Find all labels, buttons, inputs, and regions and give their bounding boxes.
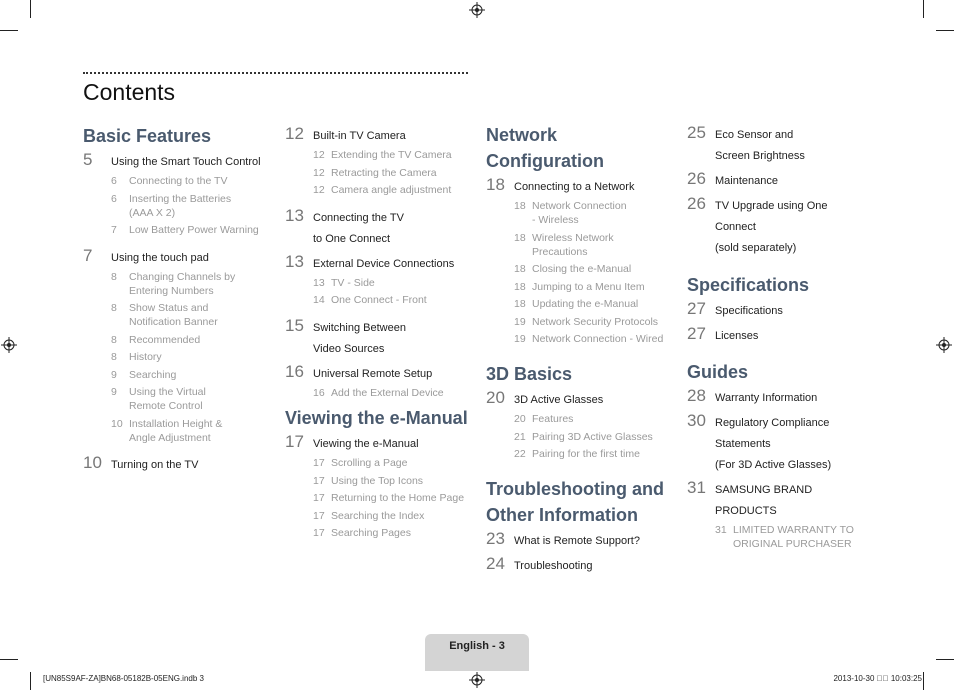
toc-subentry[interactable] <box>514 430 653 444</box>
subentry-label-line: History <box>129 351 162 363</box>
subentry-label <box>532 280 645 294</box>
toc-subentry[interactable] <box>514 412 573 426</box>
section-title: Specifications <box>687 275 810 295</box>
entry-page-number: 25 <box>687 123 706 142</box>
entry-label <box>715 196 828 259</box>
toc-subentry[interactable] <box>514 262 631 276</box>
entry-label-line: to One Connect <box>313 232 391 245</box>
toc-subentry[interactable] <box>111 174 227 188</box>
subentry-label <box>331 293 427 307</box>
subentry-label-line: One Connect - Front <box>331 294 427 306</box>
section-title: Basic Features <box>83 126 212 146</box>
subentry-page-number: 17 <box>313 457 325 469</box>
subentry-page-number: 9 <box>111 386 117 398</box>
toc-subentry[interactable] <box>111 223 259 237</box>
toc-subentry[interactable] <box>313 148 452 162</box>
entry-label <box>313 434 419 455</box>
subentry-label <box>331 183 451 197</box>
section-title: Other Information <box>486 505 638 525</box>
entry-label-line: What is Remote Support? <box>514 535 640 547</box>
crop-mark <box>936 659 954 660</box>
subentry-label-line: Searching <box>129 368 177 381</box>
subentry-page-number: 19 <box>514 333 526 345</box>
toc-entry[interactable] <box>486 387 603 411</box>
subentry-label <box>129 350 162 364</box>
subentry-label <box>331 386 444 400</box>
subentry-page-number: 8 <box>111 270 117 283</box>
entry-label-line: Viewing the e-Manual <box>313 438 419 450</box>
toc-subentry[interactable] <box>514 297 638 311</box>
entry-label <box>715 480 812 522</box>
subentry-page-number: 8 <box>111 333 117 346</box>
toc-subentry[interactable] <box>514 231 614 259</box>
entry-page-number: 13 <box>285 205 304 225</box>
registration-mark-icon <box>469 2 485 18</box>
crop-mark <box>0 30 18 31</box>
subentry-page-number: 14 <box>313 294 325 306</box>
toc-subentry[interactable] <box>313 293 427 307</box>
file-name-imprint: [UN85S9AF-ZA]BN68-05182B-05ENG.indb 3 <box>43 674 204 683</box>
subentry-label <box>129 333 200 347</box>
toc-entry[interactable] <box>83 452 198 476</box>
entry-label-line: Turning on the TV <box>111 459 199 471</box>
entry-page-number: 31 <box>687 478 706 497</box>
subentry-page-number: 18 <box>514 280 526 293</box>
entry-label <box>514 531 640 552</box>
crop-mark <box>30 672 31 690</box>
toc-entry[interactable] <box>285 123 406 147</box>
subentry-label-line: Jumping to a Menu Item <box>532 280 645 293</box>
toc-subentry[interactable] <box>313 166 437 180</box>
subentry-label-line: Connecting to the TV <box>129 175 228 187</box>
subentry-label <box>331 276 375 290</box>
section-title: Guides <box>687 362 749 382</box>
entry-page-number: 10 <box>83 453 102 472</box>
subentry-page-number: 17 <box>313 527 325 539</box>
entry-label <box>313 254 454 275</box>
toc-subentry[interactable] <box>111 192 231 220</box>
subentry-page-number: 7 <box>111 224 117 236</box>
entry-label-line: Statements <box>715 438 771 450</box>
title-dotted-rule <box>83 72 468 74</box>
subentry-label <box>129 385 206 413</box>
subentry-label <box>532 332 663 346</box>
subentry-label <box>129 417 222 445</box>
entry-label <box>313 364 432 385</box>
subentry-label-line: Updating the e-Manual <box>532 298 639 310</box>
entry-label-line: Screen Brightness <box>715 150 805 162</box>
toc-subentry[interactable] <box>111 301 218 329</box>
toc-entry[interactable] <box>285 205 404 250</box>
toc-subentry[interactable] <box>514 280 645 294</box>
subentry-page-number: 19 <box>514 315 526 328</box>
subentry-label-line: Add the External Device <box>331 386 444 399</box>
subentry-label-line: Entering Numbers <box>129 284 214 297</box>
subentry-label-line: Wireless Network <box>532 231 614 244</box>
entry-page-number: 26 <box>687 194 706 213</box>
registration-mark-icon <box>1 337 17 353</box>
toc-entry[interactable] <box>687 323 758 347</box>
subentry-page-number: 18 <box>514 200 526 212</box>
entry-label <box>715 326 758 347</box>
entry-label <box>715 413 831 476</box>
entry-label-line: Switching Between <box>313 321 406 334</box>
entry-page-number: 15 <box>285 315 304 335</box>
toc-entry[interactable] <box>687 168 778 192</box>
subentry-label-line: Network Security Protocols <box>532 315 659 328</box>
entry-label-line: Connect <box>715 221 756 233</box>
entry-label-line: Connecting the TV <box>313 211 404 224</box>
subentry-page-number: 8 <box>111 302 117 314</box>
subentry-label-line: Notification Banner <box>129 316 218 328</box>
subentry-page-number: 9 <box>111 368 117 381</box>
section-title: Troubleshooting and <box>486 479 664 499</box>
subentry-label <box>532 447 640 461</box>
subentry-label-line: Camera angle adjustment <box>331 184 452 196</box>
subentry-label <box>532 315 658 329</box>
entry-page-number: 17 <box>285 432 304 451</box>
entry-page-number: 18 <box>486 175 505 194</box>
entry-page-number: 30 <box>687 411 706 430</box>
entry-label-line: Built-in TV Camera <box>313 130 406 142</box>
entry-label <box>111 455 198 476</box>
entry-label-line: SAMSUNG BRAND <box>715 484 813 496</box>
toc-entry[interactable] <box>285 251 454 275</box>
date-stamp-imprint: 2013-10-30 ￿￿ 10:03:25 <box>833 674 922 683</box>
subentry-page-number: 13 <box>313 276 325 289</box>
subentry-page-number: 17 <box>313 509 325 522</box>
subentry-label-line: Network Connection <box>532 200 627 212</box>
entry-label-line: External Device Connections <box>313 257 455 270</box>
toc-subentry[interactable] <box>514 447 640 461</box>
toc-subentry[interactable] <box>514 332 663 346</box>
entry-label-line: PRODUCTS <box>715 505 777 517</box>
toc-subentry[interactable] <box>313 491 464 505</box>
subentry-page-number: 16 <box>313 386 325 399</box>
subentry-label <box>331 509 424 523</box>
toc-subentry[interactable] <box>514 199 627 227</box>
subentry-label <box>129 270 235 298</box>
subentry-label <box>129 174 227 188</box>
subentry-label <box>532 199 627 227</box>
subentry-label-line: - Wireless <box>532 214 579 226</box>
toc-entry[interactable] <box>285 361 432 385</box>
toc-subentry[interactable] <box>313 386 444 400</box>
subentry-label <box>733 523 854 551</box>
subentry-label <box>129 368 176 382</box>
subentry-label-line: Using the Virtual <box>129 386 206 398</box>
toc-entry[interactable] <box>83 245 209 269</box>
section-title: Configuration <box>486 151 604 171</box>
subentry-label <box>532 412 573 426</box>
toc-entry[interactable] <box>687 410 831 476</box>
entry-page-number: 27 <box>687 324 706 343</box>
toc-entry[interactable] <box>486 528 640 552</box>
entry-page-number: 23 <box>486 529 505 548</box>
subentry-label <box>331 491 464 505</box>
toc-subentry[interactable] <box>715 523 854 551</box>
subentry-label-line: Returning to the Home Page <box>331 492 465 504</box>
section-title: Viewing the e-Manual <box>285 408 468 428</box>
toc-subentry[interactable] <box>111 270 235 298</box>
subentry-label-line: Remote Control <box>129 400 203 412</box>
entry-label-line: TV Upgrade using One <box>715 200 828 212</box>
toc-subentry[interactable] <box>111 368 176 382</box>
entry-label <box>313 208 404 250</box>
entry-label-line: Connecting to a Network <box>514 181 635 193</box>
subentry-label-line: Searching the Index <box>331 509 425 522</box>
toc-subentry[interactable] <box>111 350 162 364</box>
toc-subentry[interactable] <box>514 315 658 329</box>
subentry-label <box>532 297 638 311</box>
subentry-page-number: 18 <box>514 231 526 244</box>
subentry-page-number: 6 <box>111 192 117 205</box>
entry-label <box>313 318 406 360</box>
subentry-page-number: 17 <box>313 474 325 487</box>
subentry-label-line: Pairing for the first time <box>532 448 640 460</box>
entry-label-line: Video Sources <box>313 342 385 355</box>
page-title: Contents <box>83 79 176 105</box>
subentry-label-line: (AAA X 2) <box>129 206 176 219</box>
entry-label-line: Eco Sensor and <box>715 129 794 141</box>
entry-label-line: Universal Remote Setup <box>313 367 433 380</box>
toc-entry[interactable] <box>285 315 406 360</box>
subentry-label <box>129 301 218 329</box>
entry-label-line: Specifications <box>715 305 783 317</box>
subentry-label <box>532 231 614 259</box>
entry-label-line: (sold separately) <box>715 242 797 254</box>
toc-entry[interactable] <box>687 477 812 522</box>
entry-label <box>715 301 783 322</box>
entry-label <box>514 556 592 577</box>
subentry-label <box>331 474 423 488</box>
entry-page-number: 24 <box>486 554 505 573</box>
subentry-label-line: ORIGINAL PURCHASER <box>733 538 852 550</box>
entry-label <box>715 171 778 192</box>
entry-page-number: 26 <box>687 169 706 188</box>
entry-label-line: Maintenance <box>715 175 778 187</box>
page-number-tab: English - 3 <box>425 634 529 671</box>
subentry-page-number: 21 <box>514 430 526 443</box>
entry-label <box>514 177 634 198</box>
subentry-page-number: 22 <box>514 448 526 460</box>
section-title: Network <box>486 125 558 145</box>
subentry-label-line: Changing Channels by <box>129 270 236 283</box>
registration-mark-icon <box>936 337 952 353</box>
entry-page-number: 5 <box>83 150 93 169</box>
subentry-page-number: 18 <box>514 263 526 275</box>
registration-mark-icon <box>469 672 485 688</box>
subentry-label-line: Features <box>532 413 574 425</box>
entry-label <box>111 152 261 173</box>
crop-mark <box>936 30 954 31</box>
toc-subentry[interactable] <box>313 456 407 470</box>
toc-entry[interactable] <box>83 149 261 173</box>
subentry-label <box>331 166 437 180</box>
subentry-page-number: 12 <box>313 184 325 196</box>
entry-label-line: Licenses <box>715 330 759 342</box>
toc-entry[interactable] <box>687 385 817 409</box>
subentry-label <box>331 526 411 540</box>
entry-page-number: 7 <box>83 245 93 265</box>
subentry-label-line: Closing the e-Manual <box>532 263 632 275</box>
toc-subentry[interactable] <box>313 509 424 523</box>
toc-entry[interactable] <box>687 122 805 167</box>
subentry-label-line: Recommended <box>129 333 201 346</box>
entry-page-number: 28 <box>687 386 706 405</box>
subentry-label-line: LIMITED WARRANTY TO <box>733 524 854 536</box>
subentry-label-line: Angle Adjustment <box>129 431 211 444</box>
section-title: 3D Basics <box>486 364 573 384</box>
subentry-label <box>331 148 452 162</box>
entry-page-number: 27 <box>687 299 706 318</box>
subentry-page-number: 12 <box>313 149 325 161</box>
subentry-label-line: TV - Side <box>331 276 375 289</box>
subentry-label-line: Extending the TV Camera <box>331 149 452 161</box>
subentry-page-number: 20 <box>514 413 526 425</box>
subentry-label <box>331 456 407 470</box>
crop-mark <box>923 672 924 690</box>
subentry-label-line: Inserting the Batteries <box>129 192 232 205</box>
subentry-page-number: 12 <box>313 166 325 179</box>
subentry-label-line: Precautions <box>532 245 588 258</box>
toc-subentry[interactable] <box>313 474 423 488</box>
toc-subentry[interactable] <box>313 276 375 290</box>
entry-label <box>715 388 817 409</box>
subentry-label-line: Show Status and <box>129 302 209 314</box>
entry-label-line: Troubleshooting <box>514 560 593 572</box>
toc-subentry[interactable] <box>111 417 222 445</box>
entry-label-line: (For 3D Active Glasses) <box>715 459 832 471</box>
crop-mark <box>0 659 18 660</box>
entry-page-number: 13 <box>285 251 304 271</box>
subentry-page-number: 8 <box>111 351 117 363</box>
toc-entry[interactable] <box>486 174 634 198</box>
subentry-label <box>532 262 631 276</box>
entry-label-line: Using the touch pad <box>111 251 209 264</box>
subentry-page-number: 18 <box>514 298 526 310</box>
subentry-label-line: Low Battery Power Warning <box>129 224 259 236</box>
subentry-label-line: Network Connection - Wired <box>532 333 664 345</box>
entry-label-line: Warranty Information <box>715 392 818 404</box>
subentry-label-line: Scrolling a Page <box>331 457 408 469</box>
toc-entry[interactable] <box>687 298 783 322</box>
entry-label-line: Using the Smart Touch Control <box>111 156 261 168</box>
entry-page-number: 20 <box>486 388 505 407</box>
subentry-label-line: Searching Pages <box>331 527 411 539</box>
subentry-label <box>532 430 653 444</box>
entry-label <box>514 390 603 411</box>
subentry-label-line: Retracting the Camera <box>331 166 437 179</box>
subentry-label-line: Installation Height & <box>129 417 223 430</box>
subentry-page-number: 31 <box>715 524 727 536</box>
toc-subentry[interactable] <box>111 333 200 347</box>
entry-label-line: 3D Active Glasses <box>514 394 604 406</box>
crop-mark <box>923 0 924 18</box>
entry-label-line: Regulatory Compliance <box>715 417 830 429</box>
entry-page-number: 12 <box>285 124 304 143</box>
entry-label <box>111 248 209 269</box>
subentry-label-line: Using the Top Icons <box>331 474 424 487</box>
toc-subentry[interactable] <box>313 183 451 197</box>
subentry-label <box>129 192 231 220</box>
entry-page-number: 16 <box>285 361 304 381</box>
subentry-label-line: Pairing 3D Active Glasses <box>532 430 653 443</box>
toc-subentry[interactable] <box>313 526 411 540</box>
subentry-page-number: 6 <box>111 175 117 187</box>
toc-entry[interactable] <box>687 193 828 259</box>
toc-subentry[interactable] <box>111 385 206 413</box>
toc-entry[interactable] <box>486 553 592 577</box>
toc-entry[interactable] <box>285 431 419 455</box>
entry-label <box>313 126 406 147</box>
crop-mark <box>30 0 31 18</box>
subentry-label <box>129 223 259 237</box>
entry-label <box>715 125 805 167</box>
subentry-page-number: 17 <box>313 492 325 504</box>
subentry-page-number: 10 <box>111 417 123 430</box>
